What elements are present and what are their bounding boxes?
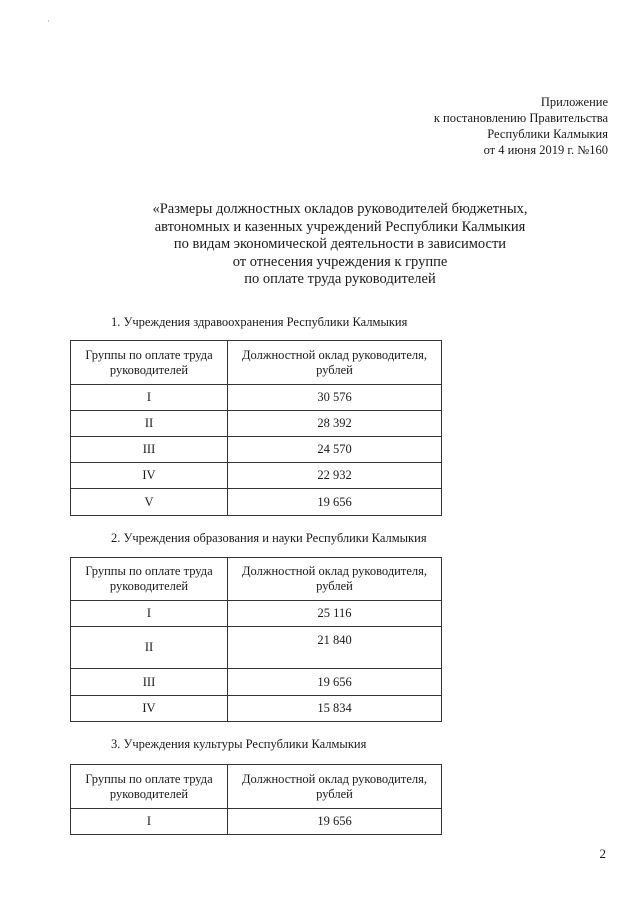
title-line: от отнесения учреждения к группе <box>232 253 448 270</box>
salary-cell: 19 656 <box>228 809 442 835</box>
header-salary: Должностной оклад руководителя, рублей <box>228 558 442 601</box>
salary-cell: 19 656 <box>228 489 442 516</box>
scan-mark: · <box>47 16 50 26</box>
appendix-line: от 4 июня 2019 г. №160 <box>483 143 608 157</box>
salary-cell: 24 570 <box>228 437 442 463</box>
group-cell: IV <box>71 696 228 722</box>
table-row <box>71 601 442 627</box>
title-line: автономных и казенных учреждений Республики Калмыкия <box>154 218 526 235</box>
table-row <box>71 385 442 411</box>
header-group: Группы по оплате труда руководителей <box>71 341 228 385</box>
group-cell: II <box>71 627 228 669</box>
group-cell: I <box>71 601 228 627</box>
salary-cell: 28 392 <box>228 411 442 437</box>
table-header-row <box>71 558 442 601</box>
header-group: Группы по оплате труда руководителей <box>71 558 228 601</box>
group-cell: I <box>71 385 228 411</box>
appendix-line: к постановлению Правительства <box>433 111 608 125</box>
section-heading-healthcare: 1. Учреждения здравоохранения Республики Калмыкия <box>111 315 408 329</box>
group-cell: I <box>71 809 228 835</box>
table-row <box>71 489 442 516</box>
header-salary: Должностной оклад руководителя, рублей <box>228 341 442 385</box>
title-line: по видам экономической деятельности в зависимости <box>173 236 507 252</box>
section-heading-education: 2. Учреждения образования и науки Республики Калмыкия <box>111 531 427 545</box>
salary-cell: 21 840 <box>228 627 442 669</box>
table-header-row <box>71 341 442 385</box>
table-row <box>71 627 442 669</box>
salary-cell: 30 576 <box>228 385 442 411</box>
appendix-line: Приложение <box>540 95 608 109</box>
salary-cell: 19 656 <box>228 669 442 696</box>
table-row <box>71 696 442 722</box>
table-row <box>71 437 442 463</box>
group-cell: II <box>71 411 228 437</box>
appendix-line: Республики Калмыкия <box>487 127 608 141</box>
document-title <box>130 201 550 289</box>
page-number: 2 <box>599 846 606 861</box>
table-row <box>71 463 442 489</box>
salary-table-culture <box>70 764 442 835</box>
group-cell: V <box>71 489 228 516</box>
salary-table-education <box>70 557 442 722</box>
salary-cell: 15 834 <box>228 696 442 722</box>
salary-cell: 22 932 <box>228 463 442 489</box>
table-row <box>71 669 442 696</box>
section-heading-culture: 3. Учреждения культуры Республики Калмыкия <box>111 737 367 751</box>
table-row <box>71 411 442 437</box>
appendix-block <box>434 94 608 158</box>
title-line: «Размеры должностных окладов руководителей бюджетных, <box>152 201 528 217</box>
table-row <box>71 809 442 835</box>
table-header-row <box>71 765 442 809</box>
salary-table-healthcare <box>70 340 442 516</box>
group-cell: IV <box>71 463 228 489</box>
salary-cell: 25 116 <box>228 601 442 627</box>
group-cell: III <box>71 437 228 463</box>
header-salary: Должностной оклад руководителя, рублей <box>228 765 442 809</box>
title-line: по оплате труда руководителей <box>244 271 436 287</box>
group-cell: III <box>71 669 228 696</box>
header-group: Группы по оплате труда руководителей <box>71 765 228 809</box>
